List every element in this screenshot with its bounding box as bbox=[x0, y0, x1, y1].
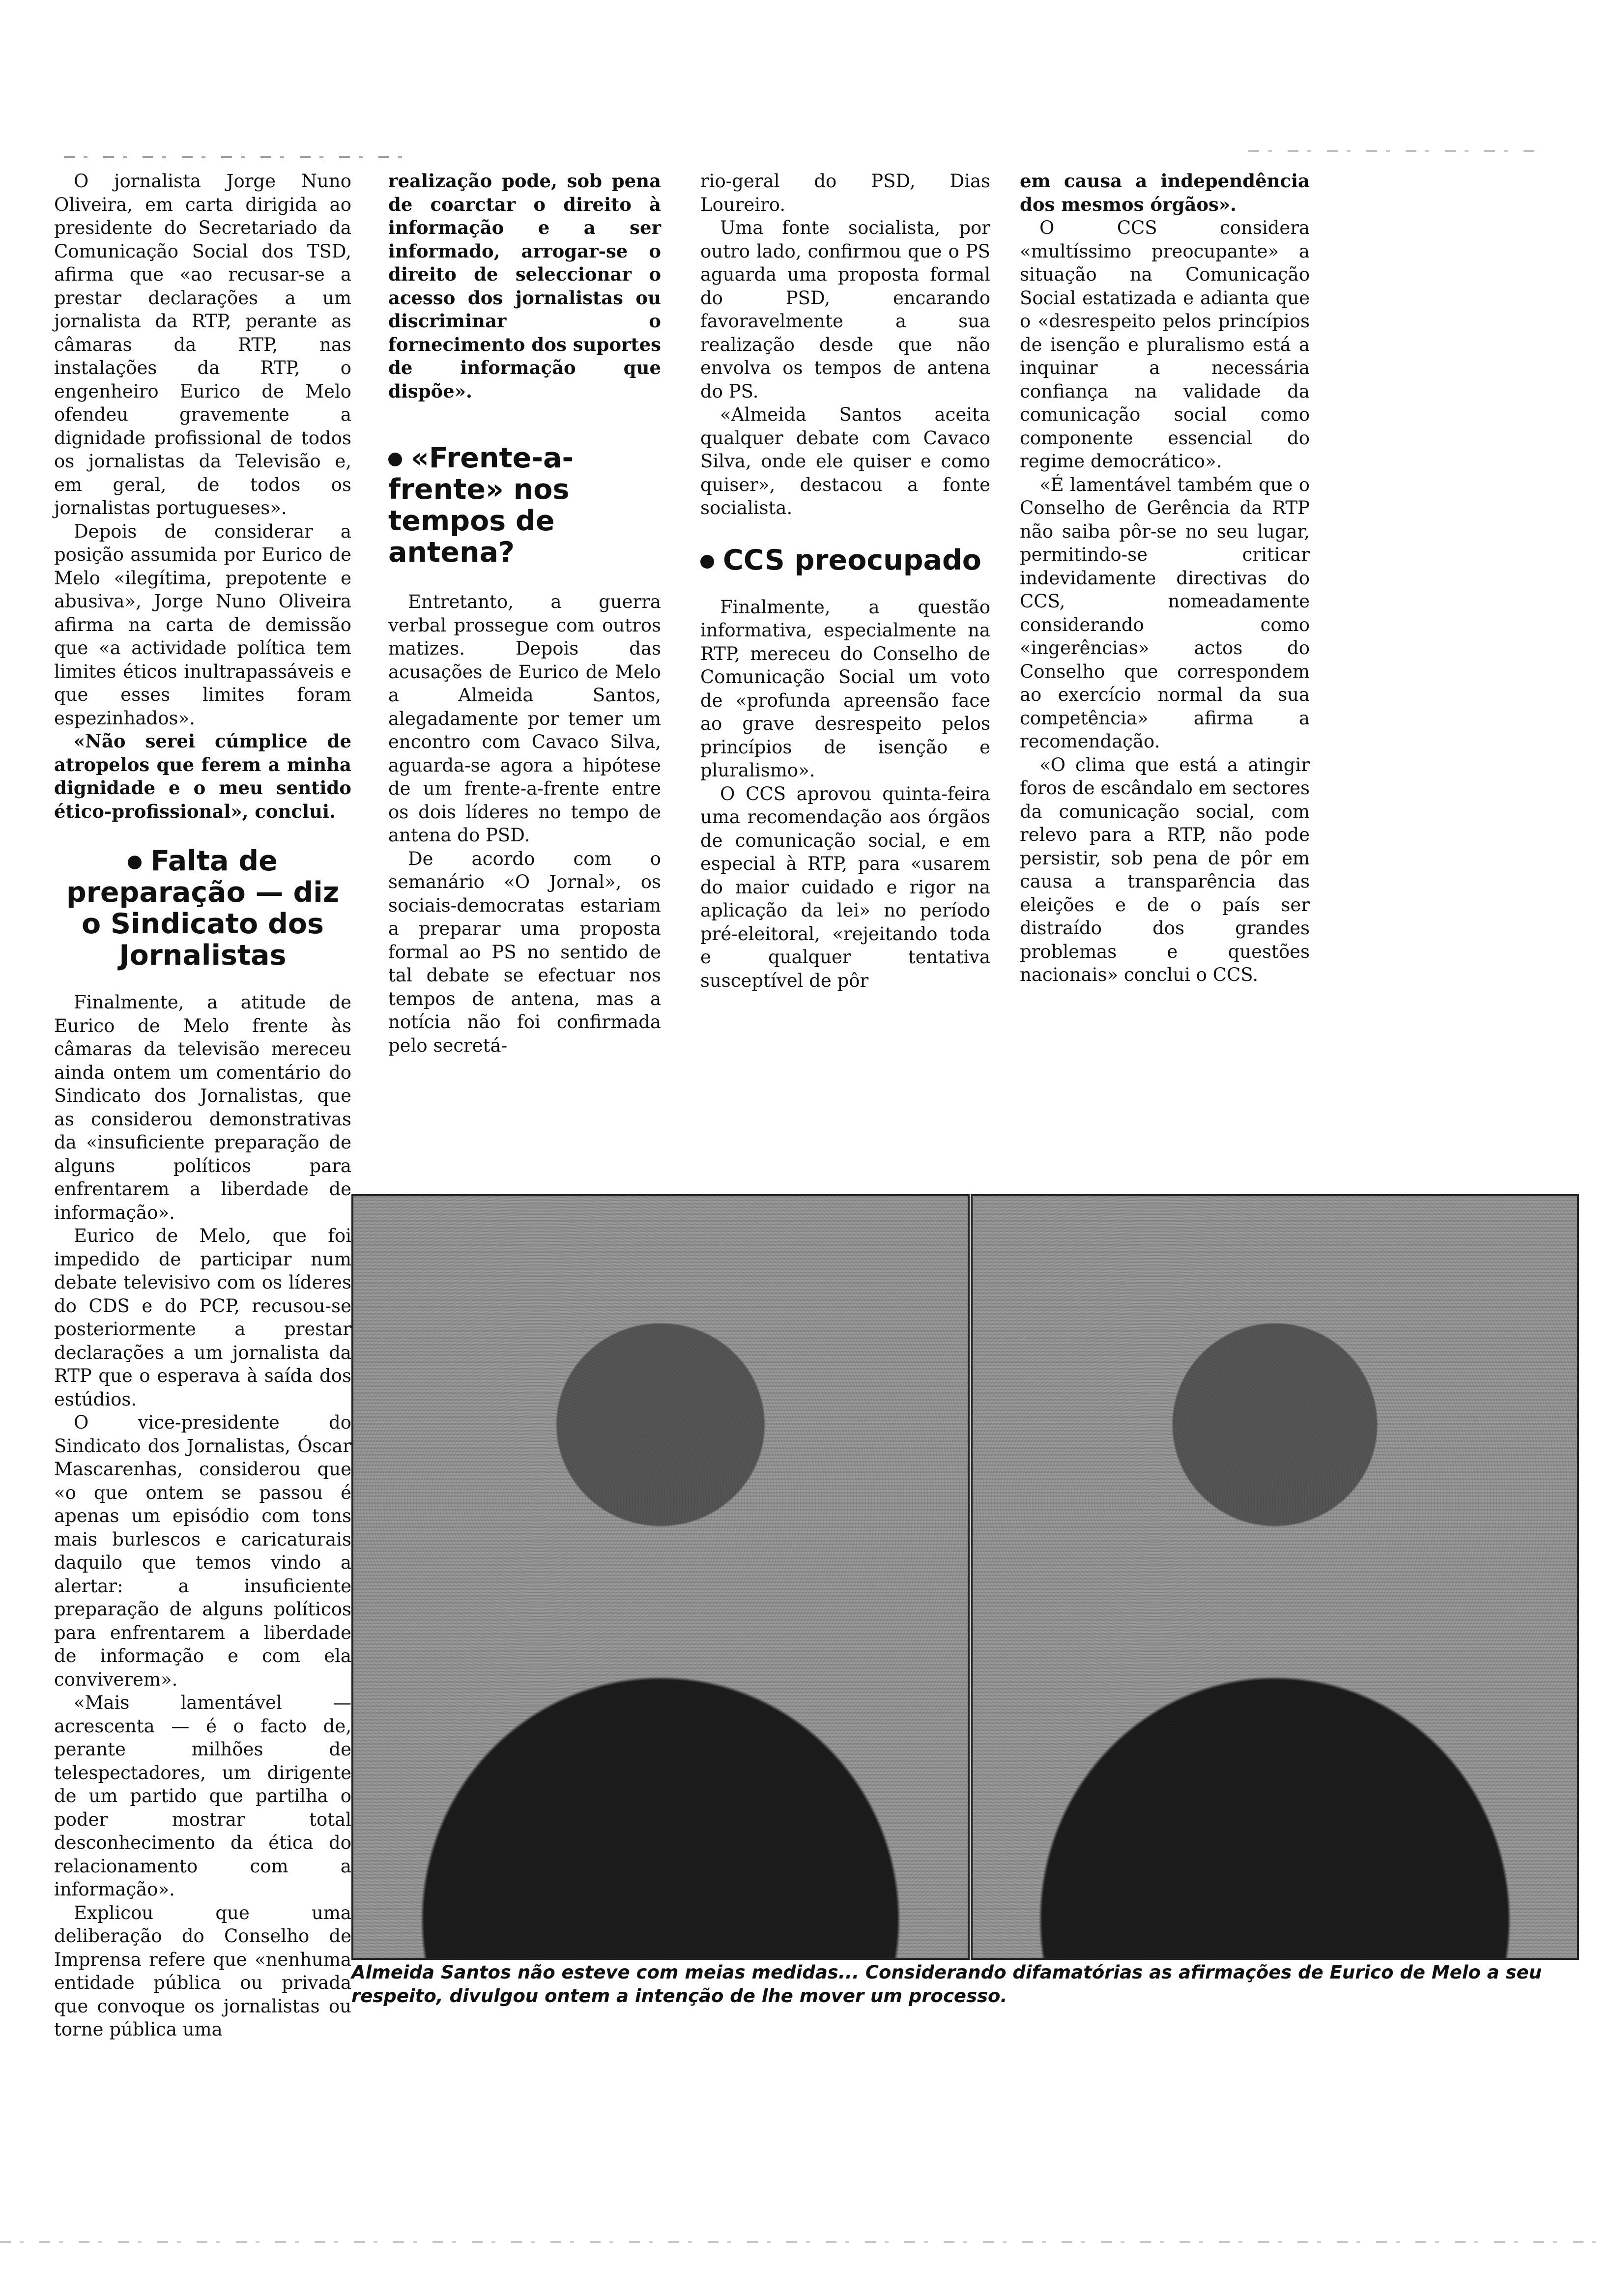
col3-paragraph: rio-geral do PSD, Dias Loureiro. bbox=[700, 171, 990, 215]
col2-paragraph: realização pode, sob pena de coarctar o direito à informação e a ser informado, arrogar-se o direito de seleccionar o acesso dos jornalistas ou discriminar o fornecimento dos suportes de informação que dispõe». bbox=[388, 170, 661, 402]
col3-paragraph: Finalmente, a questão informativa, especialmente na RTP, mereceu do Conselho de Comunicação Social um voto de «profunda apreensão face ao grave desrespeito pelos princípios de isenção e pluralismo». bbox=[700, 596, 990, 781]
photo-caption: Almeida Santos não esteve com meias medidas... Considerando difamatórias as afirmações de Eurico de Melo a seu respeito, divulgou ontem a intenção de lhe mover um processo. bbox=[351, 1962, 1542, 2007]
col1-paragraph: O jornalista Jorge Nuno Oliveira, em carta dirigida ao presidente do Secretariado da Comunicação Social dos TSD, afirma que «ao recusar-se a prestar declarações a um jornalista da RTP, perante as câmaras da RTP, nas instalações da RTP, o engenheiro Eurico de Melo ofendeu gravemente a dignidade profissional de todos os jornalistas da Televisão e, em geral, de todos os jornalistas portugueses». bbox=[54, 171, 351, 518]
bullet-icon bbox=[388, 453, 402, 466]
column-1 bbox=[54, 170, 351, 2041]
col1-paragraph: Eurico de Melo, que foi impedido de participar num debate televisivo com os líderes do CDS e do PCP, recusou-se posteriormente a prestar declarações a um jornalista da RTP que o esperava à saída dos estúdios. bbox=[54, 1225, 351, 1410]
photo-almeida-santos bbox=[351, 1194, 970, 1960]
bottom-scan-noise bbox=[0, 2241, 1612, 2243]
col3-subheading: CCS preocupado bbox=[700, 545, 990, 576]
column-4 bbox=[1020, 170, 1310, 987]
col3-paragraph: «Almeida Santos aceita qualquer debate com Cavaco Silva, onde ele quiser e como quiser», destacou a fonte socialista. bbox=[700, 404, 990, 518]
top-scan-noise bbox=[64, 156, 408, 158]
column-2 bbox=[388, 170, 661, 1057]
photo-second-man bbox=[971, 1194, 1579, 1960]
col1-paragraph: «Mais lamentável — acrescenta — é o facto de, perante milhões de telespectadores, um dirigente de um partido que partilha o poder mostrar total desconhecimento da ética do relacionamento com a informação». bbox=[54, 1692, 351, 1900]
col4-paragraph: «É lamentável também que o Conselho de Gerência da RTP não saiba pôr-se no seu lugar, permitindo-se criticar indevidamente directivas do CCS, nomeadamente considerando como «ingerências» actos do Conselho que correspondem ao exercício normal da sua competência» afirma a recomendação. bbox=[1020, 474, 1310, 752]
bullet-icon bbox=[128, 856, 142, 869]
col3-paragraph: O CCS aprovou quinta-feira uma recomendação aos órgãos de comunicação social, e em especial à RTP, para «usarem do maior cuidado e rigor na aplicação da lei» no período pré-eleitoral, «rejeitando toda e qualquer tentativa susceptível de pôr bbox=[700, 783, 990, 991]
col4-paragraph: O CCS considera «multíssimo preocupante» a situação na Comunicação Social estatizada e adianta que o «desrespeito pelos princípios de isenção e pluralismo está a inquinar a necessária confiança na validade da comunicação social como componente essencial do regime democrático». bbox=[1020, 217, 1310, 472]
col1-subheading: Falta de preparação — diz o Sindicato dos Jornalistas bbox=[66, 845, 340, 972]
col1-paragraph: «Não serei cúmplice de atropelos que ferem a minha dignidade e o meu sentido ético-profissional», conclui. bbox=[54, 730, 351, 822]
bullet-icon bbox=[700, 555, 714, 569]
col3-paragraph: Uma fonte socialista, por outro lado, confirmou que o PS aguarda uma proposta formal do PSD, encarando favoravelmente a sua realização desde que não envolva os tempos de antena do PS. bbox=[700, 217, 990, 402]
top-scan-noise-right bbox=[1248, 150, 1543, 152]
col1-paragraph: Finalmente, a atitude de Eurico de Melo frente às câmaras da televisão mereceu ainda ontem um comentário do Sindicato dos Jornalistas, que as considerou demonstrativas da «insuficiente preparação de alguns políticos para enfrentarem a liberdade de informação». bbox=[54, 992, 351, 1223]
col1-paragraph: O vice-presidente do Sindicato dos Jornalistas, Óscar Mascarenhas, considerou que «o que ontem se passou é apenas um episódio com tons mais burlescos e caricaturais daquilo que temos vindo a alertar: a insuficiente preparação de alguns políticos para enfrentarem a liberdade de informação e com ela conviverem». bbox=[54, 1412, 351, 1690]
col2-paragraph: De acordo com o semanário «O Jornal», os sociais-democratas estariam a preparar uma proposta formal ao PS no sentido de tal debate se efectuar nos tempos de antena, mas a notícia não foi confirmada pelo secretá- bbox=[388, 848, 661, 1056]
col4-paragraph: «O clima que está a atingir foros de escândalo em sectores da comunicação social, com relevo para a RTP, não pode persistir, sob pena de pôr em causa a transparência das eleições e de o país ser distraído dos grandes problemas e questões nacionais» conclui o CCS. bbox=[1020, 754, 1310, 985]
column-3 bbox=[700, 170, 990, 992]
col1-paragraph: Explicou que uma deliberação do Conselho de Imprensa refere que «nenhuma entidade pública ou privada que convoque os jornalistas ou torne pública uma bbox=[54, 1902, 351, 2040]
col1-paragraph: Depois de considerar a posição assumida por Eurico de Melo «ilegítima, prepotente e abusiva», Jorge Nuno Oliveira afirma na carta de demissão que «a actividade política tem limites éticos inultrapassáveis e que esses limites foram espezinhados». bbox=[54, 520, 351, 729]
col4-paragraph: em causa a independência dos mesmos órgãos». bbox=[1020, 170, 1310, 215]
col2-paragraph: Entretanto, a guerra verbal prossegue com outros matizes. Depois das acusações de Eurico de Melo a Almeida Santos, alegadamente por temer um encontro com Cavaco Silva, aguarda-se agora a hipótese de um frente-a-frente entre os dois líderes no tempo de antena do PSD. bbox=[388, 591, 661, 846]
col2-subheading: «Frente-a-frente» nos tempos de antena? bbox=[388, 442, 574, 569]
